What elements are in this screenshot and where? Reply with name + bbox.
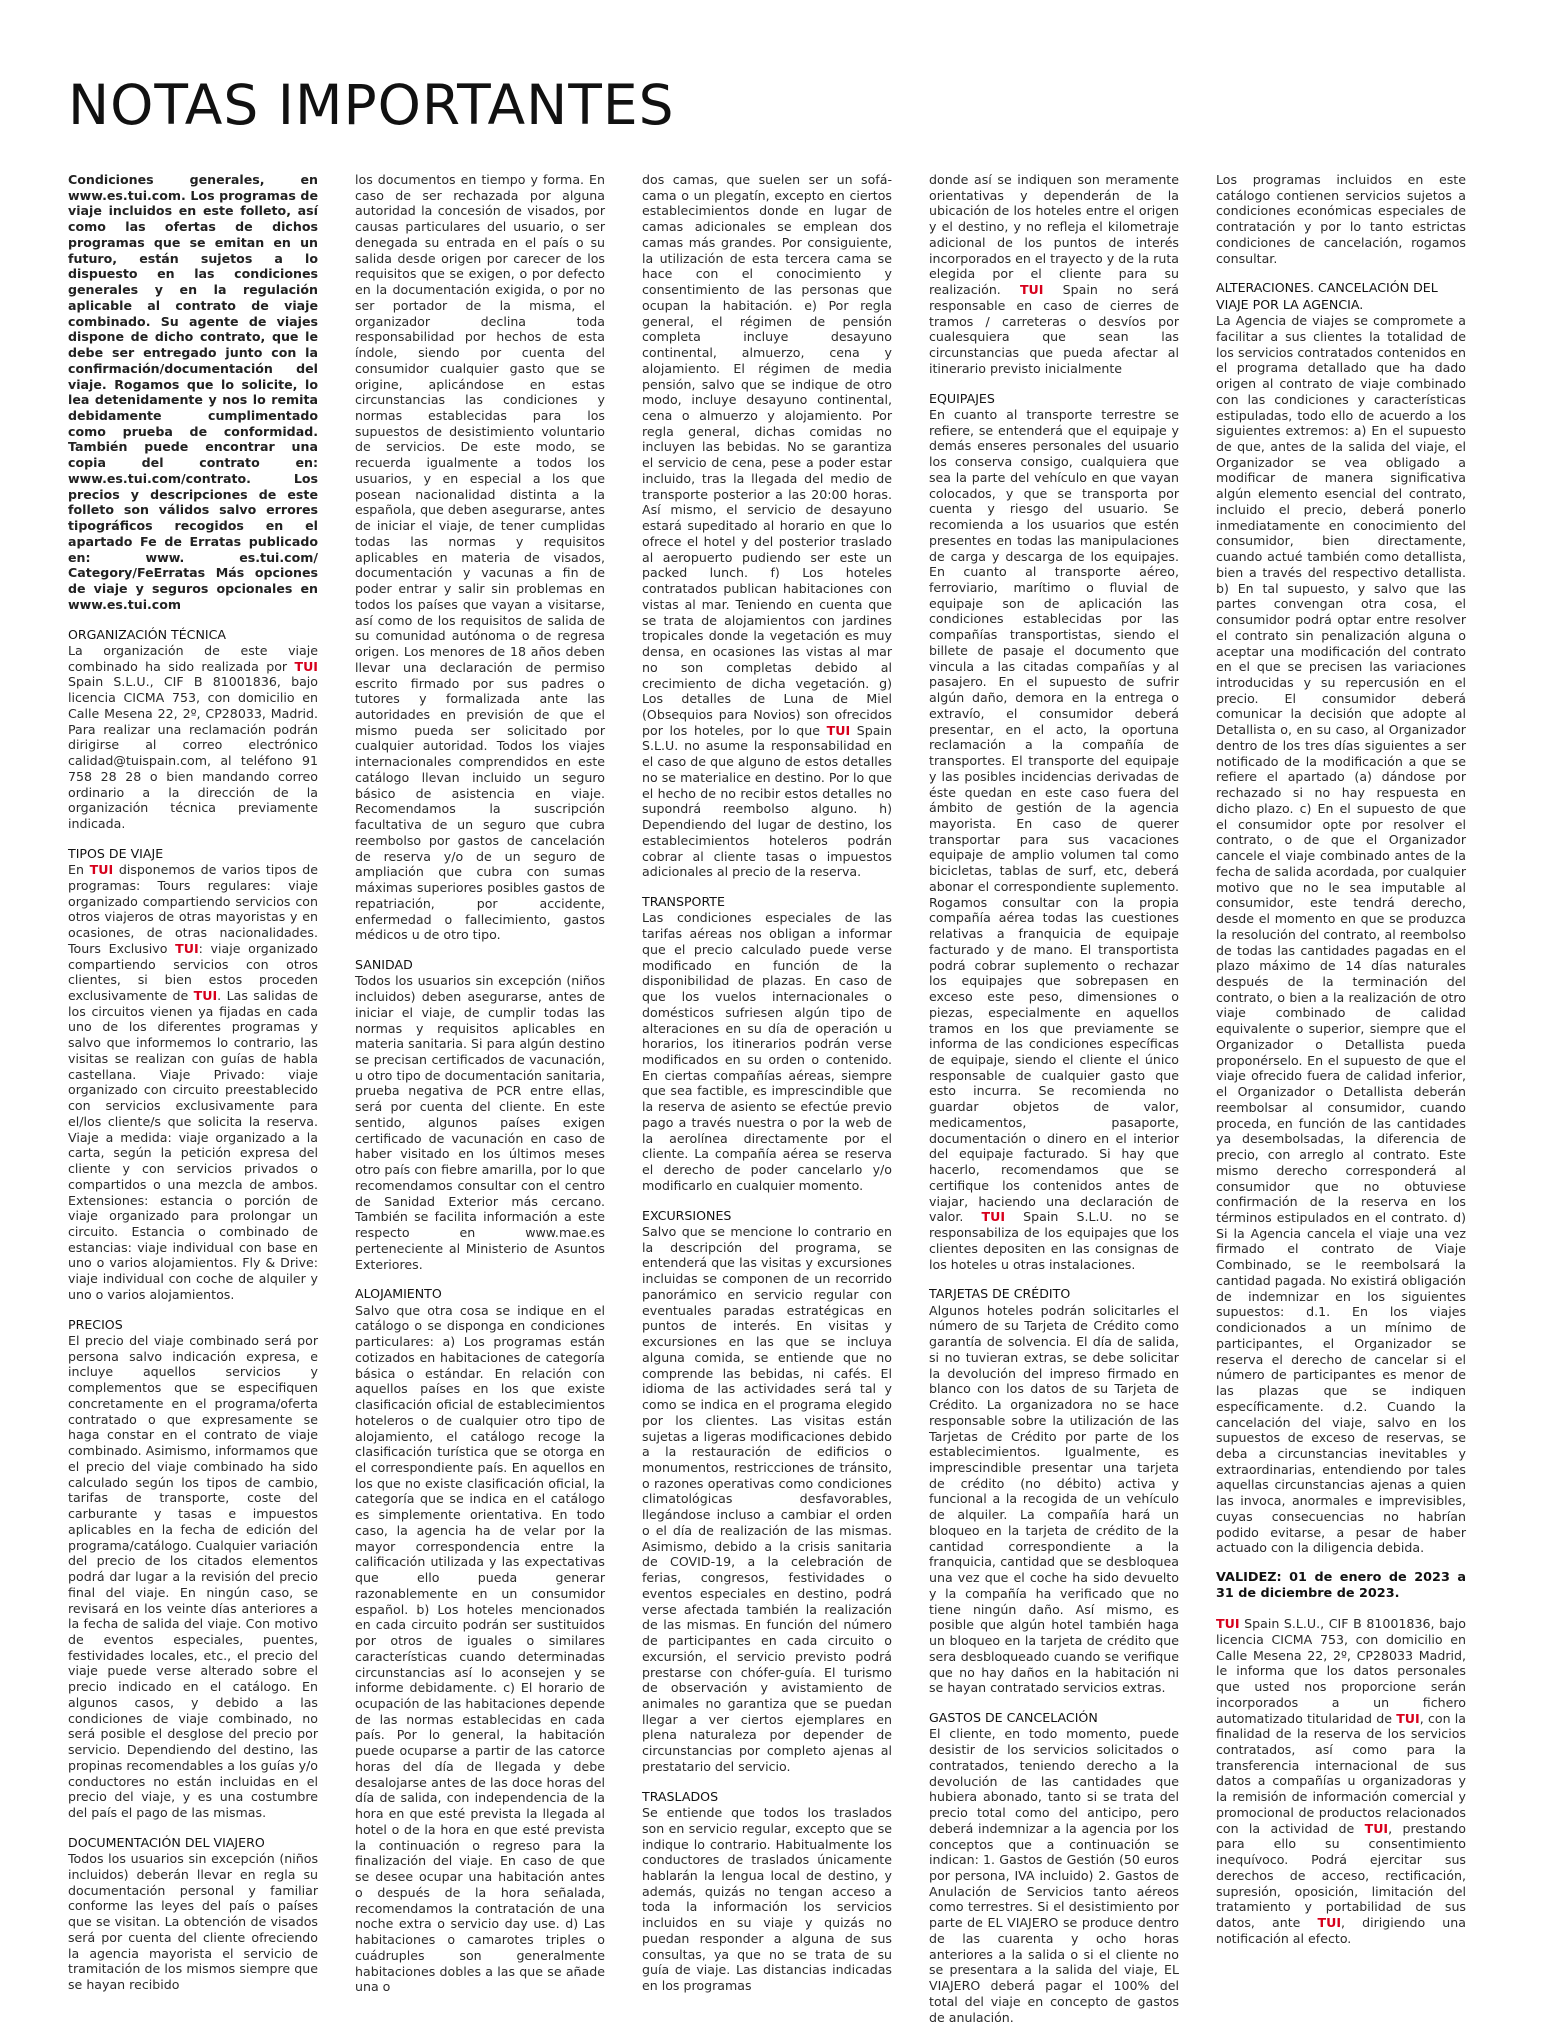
- section-heading: DOCUMENTACIÓN DEL VIAJERO: [68, 1834, 265, 1850]
- section-body: los documentos en tiempo y forma. En caso de ser rechazada por alguna autoridad la concesión de visados, por causas particulares del usuario, o ser denegada su entrada en el país o su salida desde origen por carecer de los requisitos que se exigen, o por defecto en la documentación exigida, o por no ser portador de la misma, el organizador declina toda responsabilidad por hechos de esta índole, siendo por cuenta del consumidor cualquier gasto que se origine, aplicándose en estas circunstancias las condiciones y normas establecidas para los supuestos de desistimiento voluntario de servicios. De este modo, se recuerda igualmente a todos los usuarios, y en especial a los que posean nacionalidad distinta a la española, que deben asegurarse, antes de iniciar el viaje, de tener cumplidas todas las normas y requisitos aplicables en materia de visados, documentación y vacunas a fin de poder entrar y salir sin problemas en todos los países que vayan a visitarse, así como de los requisitos de salida de su comunidad autónoma o de regresa origen. Los menores de 18 años deben llevar una declaración de permiso escrito firmado por sus padres o tutores y formalizada ante las autoridades en previsión de que el mismo pueda ser solicitado por cualquier autoridad. Todos los viajes internacionales comprendidos en este catálogo llevan incluido un seguro básico de asistencia en viaje. Recomendamos la suscripción facultativa de un seguro que cubra reembolso por gastos de cancelación de reserva y/o de un seguro de ampliación que cubra con sumas máximas superiores posibles gastos de repatriación, por accidente, enfermedad o fallecimiento, gastos médicos u de otro tipo.: [355, 172, 605, 943]
- section-body: El precio del viaje combinado será por persona salvo indicación expresa, e incluye aquellos servicios y complementos que se especifiquen concretamente en el programa/oferta contratado o que expresamente se haga constar en el contrato de viaje combinado. Asimismo, informamos que el precio del viaje combinado ha sido calculado según los tipos de cambio, tarifas de transporte, coste del carburante y tasas e impuestos aplicables en la fecha de edición del programa/catálogo. Cualquier variación del precio de los citados elementos podrá dar lugar a la revisión del precio final del viaje. En ningún caso, se revisará en los veinte días anteriores a la fecha de salida del viaje. Con motivo de eventos especiales, puentes, festividades locales, etc., el precio del viaje puede verse alterado sobre el precio indicado en el catálogo. En algunos casos, y debido a las condiciones de viaje combinado, no será posible el desglose del precio por servicio. Dependiendo del destino, las propinas recomendables a los guías y/o conductores no están incluidas en el precio del viaje, y es una costumbre del país el pago de las mismas.: [68, 1333, 318, 1821]
- notes-section: [1216, 172, 1466, 266]
- section-body: VALIDEZ: 01 de enero de 2023 a 31 de diciembre de 2023.: [1216, 1570, 1466, 1602]
- notes-section: [68, 172, 318, 613]
- tui-brand-word: TUI: [175, 940, 199, 956]
- notes-section: [68, 627, 318, 832]
- section-body: Algunos hoteles podrán solicitarles el número de su Tarjeta de Crédito como garantía de solvencia. El día de salida, si no tuvieran extras, se debe solicitar la devolución del impreso firmado en blanco con los datos de su Tarjeta de Crédito. La organizadora no se hace responsable sobre la utilización de las Tarjetas de Crédito por parte de los establecimientos. Igualmente, es imprescindible presentar una tarjeta de crédito (no débito) activa y funcional a la recogida de un vehículo de alquiler. La compañía hará un bloqueo en la tarjeta de crédito de la cantidad correspondiente a la franquicia, cantidad que se desbloquea una vez que el coche ha sido devuelto y la compañía ha verificado que no tiene ningún daño. Así mismo, es posible que algún hotel también haga un bloqueo en la tarjeta de crédito que sera desbloqueado cuando se verifique que no hay daños en la habitación ni se hayan contratado servicios extras.: [929, 1302, 1179, 1696]
- section-heading: ALTERACIONES. CANCELACIÓN DEL VIAJE POR LA AGENCIA.: [1216, 280, 1438, 312]
- notes-section: [68, 1835, 318, 1993]
- section-body: Condiciones generales, en www.es.tui.com. Los programas de viaje incluidos en este folleto, así como las ofertas de dichos programas que se emitan en un futuro, están sujetos a lo dispuesto en las condiciones generales y en la regulación aplicable al contrato de viaje combinado. Su agente de viajes dispone de dicho contrato, que le debe ser entregado junto con la confirmación/documentación del viaje. Rogamos que lo solicite, lo lea detenidamente y nos lo remita debidamente cumplimentado como prueba de conformidad. También puede encontrar una copia del contrato en: www.es.tui.com/contrato. Los precios y descripciones de este folleto son válidos salvo errores tipográficos recogidos en el apartado Fe de Erratas publicado en: www. es.tui.com/ Category/FeErratas Más opciones de viaje y seguros opcionales en www.es.tui.com: [68, 172, 318, 612]
- section-heading: TIPOS DE VIAJE: [68, 845, 164, 861]
- notes-section: [642, 1208, 892, 1775]
- section-heading: TRASLADOS: [642, 1788, 719, 1804]
- section-heading: ORGANIZACIÓN TÉCNICA: [68, 626, 227, 642]
- section-body: donde así se indiquen son meramente orientativas y dependerán de la ubicación de los hoteles entre el origen y el destino, y no refleja el kilometraje adicional de los puntos de interés incorporados en el trayecto y de la ruta elegida por el cliente para su realización. TUI Spain no será responsable en caso de cierres de tramos / carreteras o desvíos por cualesquiera que sean las circunstancias que pueda afectar al itinerario previsto inicialmente: [929, 172, 1179, 376]
- section-body: Salvo que otra cosa se indique en el catálogo o se disponga en condiciones particulares: a) Los programas están cotizados en habitaciones de categoría básica o estándar. En relación con aquellos países en los que existe clasificación oficial de establecimientos hoteleros o de cualquier otro tipo de alojamiento, el catálogo recoge la clasificación turística que se otorga en el correspondiente país. En aquellos en los que no existe clasificación oficial, la categoría que se indica en el catálogo es simplemente orientativa. En todo caso, la agencia ha de velar por la mayor correspondencia entre la calificación utilizada y las expectativas que ello pueda generar razonablemente en un consumidor español. b) Los hoteles mencionados en cada circuito podrán ser sustituidos por otros de iguales o similares características cuando determinadas circunstancias así lo aconsejen y se informe debidamente. c) El horario de ocupación de las habitaciones depende de las normas establecidas en cada país. Por lo general, la habitación puede ocuparse a partir de las catorce horas del día de llegada y debe desalojarse antes de las doce horas del día de salida, con independencia de la hora en que esté prevista la llegada al hotel o de la hora en que esté prevista la continuación o regreso para la finalización del viaje. En caso de que se desee ocupar una habitación antes o después de la hora señalada, recomendamos la contratación de una noche extra o servicio day use. d) Las habitaciones o camarotes triples o cuádruples son generalmente habitaciones dobles a las que se añade una o: [355, 1302, 605, 1995]
- section-heading: EXCURSIONES: [642, 1207, 732, 1223]
- tui-brand-word: TUI: [294, 658, 318, 674]
- tui-brand-word: TUI: [1216, 1616, 1240, 1632]
- notes-section: [642, 894, 892, 1194]
- section-body: El cliente, en todo momento, puede desistir de los servicios solicitados o contratados, teniendo derecho a la devolución de las cantidades que hubiera abonado, tanto si se trata del precio total como del anticipo, pero deberá indemnizar a la agencia por los conceptos que a continuación se indican: 1. Gastos de Gestión (50 euros por persona, IVA incluido) 2. Gastos de Anulación de Servicios tanto aéreos como terrestres. Si el desistimiento por parte de EL VIAJERO se produce dentro de las cuarenta y ocho horas anteriores a la salida o si el cliente no se presentara a la salida del viaje, EL VIAJERO deberá pagar el 100% del total del viaje en concepto de gastos de anulación.: [929, 1726, 1179, 2025]
- tui-brand-word: TUI: [193, 987, 218, 1003]
- tui-brand-word: TUI: [1364, 1820, 1389, 1836]
- section-body: TUI Spain S.L.U., CIF B 81001836, bajo licencia CICMA 753, con domicilio en Calle Mesena 22, 2º, CP28033 Madrid, le informa que los datos personales que usted nos proporcione serán incorporados a un fichero automatizado titularidad de TUI, con la finalidad de la reserva de los servicios contratados, así como para la transferencia internacional de sus datos a compañías u organizadoras y la remisión de información comercial y promocional de productos relacionados con la actividad de TUI, prestando para ello su consentimiento inequívoco. Podrá ejercitar sus derechos de acceso, rectificación, supresión, oposición, limitación del tratamiento y portabilidad de sus datos, ante TUI, dirigiendo una notificación al efecto.: [1216, 1616, 1466, 1946]
- notes-section: [642, 172, 892, 880]
- section-body: Todos los usuarios sin excepción (niños incluidos) deberán llevar en regla su documentación personal y familiar conforme las leyes del país o países que se visitan. La obtención de visados será por cuenta del cliente ofreciendo la agencia mayorista el servicio de tramitación de los mismos siempre que se hayan recibido: [68, 1851, 318, 1993]
- notes-section: [642, 1789, 892, 1994]
- page-title: NOTAS IMPORTANTES: [68, 73, 675, 137]
- section-body: Se entiende que todos los traslados son en servicio regular, excepto que se indique lo contrario. Habitualmente los conductores de traslados únicamente hablarán la lengua local de destino, y además, quizás no tengan acceso a toda la información los servicios incluidos en su viaje y quizás no puedan responder a alguna de sus consultas, ya que no se trata de su guía de viaje. Las distancias indicadas en los programas: [642, 1805, 892, 1994]
- notes-section: [929, 172, 1179, 377]
- section-body: Salvo que se mencione lo contrario en la descripción del programa, se entenderá que las visitas y excursiones incluidas se componen de un recorrido panorámico en servicio regular con eventuales paradas estratégicas en puntos de interés. En visitas y excursiones en las que se incluya alguna comida, se entiende que no comprende las bebidas, ni cafés. El idioma de las actividades será tal y como se indica en el programa elegido por los clientes. Las visitas están sujetas a ligeras modificaciones debido a la restauración de edificios o monumentos, restricciones de tránsito, o razones operativas como condiciones climatológicas desfavorables, llegándose incluso a cambiar el orden o el día de realización de las mismas. Asimismo, debido a la crisis sanitaria de COVID-19, a la celebración de ferias, congresos, festividades o eventos especiales en destino, podrá verse afectada también la realización de las mismas. En función del número de participantes en cada circuito o excursión, el servicio previsto podrá prestarse con chófer-guía. El turismo de observación y avistamiento de animales no garantiza que se puedan llegar a ver ciertos ejemplares en plena naturaleza por depender de circunstancias por completo ajenas al prestatario del servicio.: [642, 1223, 892, 1774]
- section-heading: TARJETAS DE CRÉDITO: [929, 1286, 1071, 1302]
- notes-section: [355, 172, 605, 943]
- section-body: Las condiciones especiales de las tarifas aéreas nos obligan a informar que el precio calculado puede verse modificado en función de la disponibilidad de plazas. En caso de que los vuelos internacionales o domésticos sufriesen algún tipo de alteraciones en su día de operación u horarios, los itinerarios podrán verse modificados en su orden o contenido. En ciertas compañías aéreas, siempre que sea factible, es imprescindible que la reserva de asiento se efectúe previo pago a través nuestra o por la web de la aerolínea directamente por el cliente. La compañía aérea se reserva el derecho de poder cancelarlo y/o modificarlo en cualquier momento.: [642, 910, 892, 1193]
- notes-section: [929, 1710, 1179, 2025]
- notes-section: [929, 1286, 1179, 1696]
- text-column-3: [642, 172, 892, 2008]
- tui-brand-word: TUI: [89, 862, 114, 878]
- notes-section: [1216, 1616, 1466, 1946]
- tui-brand-word: TUI: [981, 1209, 1006, 1225]
- text-column-2: [355, 172, 605, 2009]
- section-body: La organización de este viaje combinado ha sido realizada por TUI Spain S.L.U., CIF B 81001836, bajo licencia CICMA 753, con domicilio en Calle Mesena 22, 2º, CP28033, Madrid. Para realizar una reclamación podrán dirigirse al correo electrónico calidad@tuispain.com, al teléfono 91 758 28 28 o bien mandando correo ordinario a la dirección de la organización técnica previamente indicada.: [68, 642, 318, 831]
- tui-brand-word: TUI: [1317, 1915, 1342, 1931]
- text-column-4: [929, 172, 1179, 2039]
- section-body: En TUI disponemos de varios tipos de programas: Tours regulares: viaje organizado compartiendo servicios con otros viajeros de otras mayoristas y en ocasiones, de otras nacionalidades. Tours Exclusivo TUI: viaje organizado compartiendo servicios con otros clientes, si bien estos proceden exclusivamente de TUI. Las salidas de los circuitos vienen ya fijadas en cada uno de los diferentes programas y salvo que informemos lo contrario, las visitas se realizan con guías de habla castellana. Viaje Privado: viaje organizado con circuito preestablecido con servicios exclusivamente para el/los cliente/s que solicita la reserva. Viaje a medida: viaje organizado a la carta, según la petición expresa del cliente y con servicios privados o compartidos o una mezcla de ambos. Extensiones: estancia o porción de viaje organizado para prolongar un circuito. Estancia o combinado de estancias: viaje individual con base en uno o varios alojamientos. Fly & Drive: viaje individual con coche de alquiler y uno o varios alojamientos.: [68, 862, 319, 1302]
- text-column-1: [68, 172, 318, 2007]
- notes-section: [1216, 280, 1466, 1556]
- section-heading: ALOJAMIENTO: [355, 1286, 442, 1302]
- section-body: La Agencia de viajes se compromete a facilitar a sus clientes la totalidad de los servicios contratados contenidos en el programa detallado que ha dado origen al contrato de viaje combinado con las condiciones y características estipuladas, todo ello de acuerdo a los siguientes extremos: a) En el supuesto de que, antes de la salida del viaje, el Organizador se vea obligado a modificar de manera significativa algún elemento esencial del contrato, incluido el precio, deberá ponerlo inmediatamente en conocimiento del consumidor, bien directamente, cuando actué también como detallista, bien a través del respectivo detallista. b) En tal supuesto, y salvo que las partes convengan otra cosa, el consumidor podrá optar entre resolver el contrato sin penalización alguna o aceptar una modificación del contrato en el que se precisen las variaciones introducidas y su repercusión en el precio. El consumidor deberá comunicar la decisión que adopte al Detallista o, en su caso, al Organizador dentro de los tres días siguientes a ser notificado de la modificación a que se refiere el apartado (a) dándose por rechazado si no hay respuesta en dicho plazo. c) En el supuesto de que el consumidor opte por resolver el contrato, o de que el Organizador cancele el viaje combinado antes de la fecha de salida acordada, por cualquier motivo que no le sea imputable al consumidor, este tendrá derecho, desde el momento en que se produzca la resolución del contrato, al reembolso de todas las cantidades pagadas en el plazo máximo de 14 días naturales después de la terminación del contrato, o bien a la realización de otro viaje combinado de calidad equivalente o superior, siempre que el Organizador o Detallista pueda proponérselo. En el supuesto de que el viaje ofrecido fuera de calidad inferior, el Organizador o Detallista deberán reembolsar al consumidor, cuando proceda, en función de las cantidades ya desembolsadas, la diferencia de precio, con arreglo al contrato. Este mismo derecho corresponderá al consumidor que no obtuviese confirmación de la reserva en los términos estipulados en el contrato. d) Si la Agencia cancela el viaje una vez firmado el contrato de Viaje Combinado, se le reembolsará la cantidad pagada. No existirá obligación de indemnizar en los siguientes supuestos: d.1. En los viajes condicionados a un mínimo de participantes, el Organizador se reserva el derecho de cancelar si el número de participantes es menor de las plazas que se indiquen específicamente. d.2. Cuando la cancelación del viaje, salvo en los supuestos de exceso de reservas, se deba a circunstancias inevitables y extraordinarias, entendiendo por tales aquellas circunstancias ajenas a quien las invoca, anormales e imprevisibles, cuyas consecuencias no habrían podido evitarse, a pesar de haber actuado con la diligencia debida.: [1216, 313, 1466, 1556]
- section-heading: EQUIPAJES: [929, 390, 995, 406]
- section-heading: GASTOS DE CANCELACIÓN: [929, 1710, 1098, 1726]
- notes-section: [929, 391, 1179, 1273]
- section-body: Todos los usuarios sin excepción (niños incluidos) deben asegurarse, antes de iniciar el viaje, de cumplir todas las normas y requisitos aplicables en materia sanitaria. Si para algún destino se precisan certificados de vacunación, u otro tipo de documentación sanitaria, prueba negativa de PCR entre ellas, será por cuenta del cliente. En este sentido, algunos países exigen certificado de vacunación en caso de haber visitado en los últimos meses otro país con fiebre amarilla, por lo que recomendamos consultar con el centro de Sanidad Exterior más cercano. También se facilita información a este respecto en www.mae.es perteneciente al Ministerio de Asuntos Exteriores.: [355, 973, 605, 1272]
- section-body: dos camas, que suelen ser un sofá-cama o un plegatín, excepto en ciertos establecimientos donde en lugar de camas adicionales se emplean dos camas más grandes. Por consiguiente, la utilización de esta tercera cama se hace con el conocimiento y consentimiento de las personas que ocupan la habitación. e) Por regla general, el régimen de pensión completa incluye desayuno continental, almuerzo, cena y alojamiento. El régimen de media pensión, salvo que se indique de otro modo, incluye desayuno continental, cena o almuerzo y alojamiento. Por regla general, dichas comidas no incluyen las bebidas. No se garantiza el servicio de cena, pese a poder estar incluido, tras la llegada del medio de transporte posterior a las 20:00 horas. Así mismo, el servicio de desayuno estará supeditado al horario en que lo ofrece el hotel y del posterior traslado al aeropuerto pudiendo ser este un packed lunch. f) Los hoteles contratados publican habitaciones con vistas al mar. Teniendo en cuenta que se trata de alojamientos con jardines tropicales donde la vegetación es muy densa, en ocasiones las vistas al mar no son completas debido al crecimiento de dicha vegetación. g) Los detalles de Luna de Miel (Obsequios para Novios) son ofrecidos por los hoteles, por lo que TUI Spain S.L.U. no asume la responsabilidad en el caso de que alguno de estos detalles no se materialice en destino. Por lo que el hecho de no recibir estos detalles no supondrá reembolso alguno. h) Dependiendo del lugar de destino, los establecimientos hoteleros podrán cobrar al cliente tasas o impuestos adicionales al precio de la reserva.: [642, 172, 892, 880]
- section-heading: TRANSPORTE: [642, 894, 725, 910]
- notes-section: [68, 846, 318, 1303]
- text-column-5: [1216, 172, 1466, 1961]
- section-heading: SANIDAD: [355, 956, 413, 972]
- notes-section: [1216, 1570, 1466, 1602]
- section-heading: PRECIOS: [68, 1316, 123, 1332]
- tui-brand-word: TUI: [1019, 282, 1044, 298]
- section-body: En cuanto al transporte terrestre se refiere, se entenderá que el equipaje y demás enseres personales del usuario los conserva consigo, cualquiera que sea la parte del vehículo en que vayan colocados, y que se transporta por cuenta y riesgo del usuario. Se recomienda a los usuarios que estén presentes en todas las manipulaciones de carga y descarga de los equipajes. En cuanto al transporte aéreo, ferroviario, marítimo o fluvial de equipaje son de aplicación las condiciones establecidas por las compañías transportistas, siendo el billete de pasaje el documento que vincula a las citadas compañías y al pasajero. En el supuesto de sufrir algún daño, demora en la entrega o extravío, el consumidor deberá presentar, en el acto, la oportuna reclamación a la compañía de transportes. El transporte del equipaje y las posibles incidencias derivadas de éste quedan en este caso fuera del ámbito de gestión de la agencia mayorista. En caso de querer transportar para sus vacaciones equipaje de amplio volumen tal como bicicletas, tablas de surf, etc, deberá abonar el correspondiente suplemento. Rogamos consultar con la propia compañía aérea todas las cuestiones relativas a franquicia de equipaje facturado y de mano. El transportista podrá cobrar suplemento o rechazar los equipajes que sobrepasen en exceso este peso, dimensiones o piezas, especialmente en aquellos tramos en los que previamente se informa de las condiciones específicas de equipaje, siendo el cliente el único responsable de cualquier gasto que esto incurra. Se recomienda no guardar objetos de valor, medicamentos, pasaporte, documentación o dinero en el interior del equipaje facturado. Si hay que hacerlo, recomendamos que se certifique los contenidos antes de viajar, haciendo una declaración de valor. TUI Spain S.L.U. no se responsabiliza de los equipajes que los clientes depositen en las consignas de los hoteles u otras instalaciones.: [929, 406, 1179, 1272]
- tui-brand-word: TUI: [826, 722, 851, 738]
- section-body: Los programas incluidos en este catálogo contienen servicios sujetos a condiciones económicas especiales de contratación y por lo tanto estrictas condiciones de cancelación, rogamos consultar.: [1216, 172, 1466, 266]
- tui-brand-word: TUI: [1396, 1710, 1420, 1726]
- notes-section: [355, 957, 605, 1272]
- notes-section: [355, 1286, 605, 1995]
- notes-section: [68, 1317, 318, 1821]
